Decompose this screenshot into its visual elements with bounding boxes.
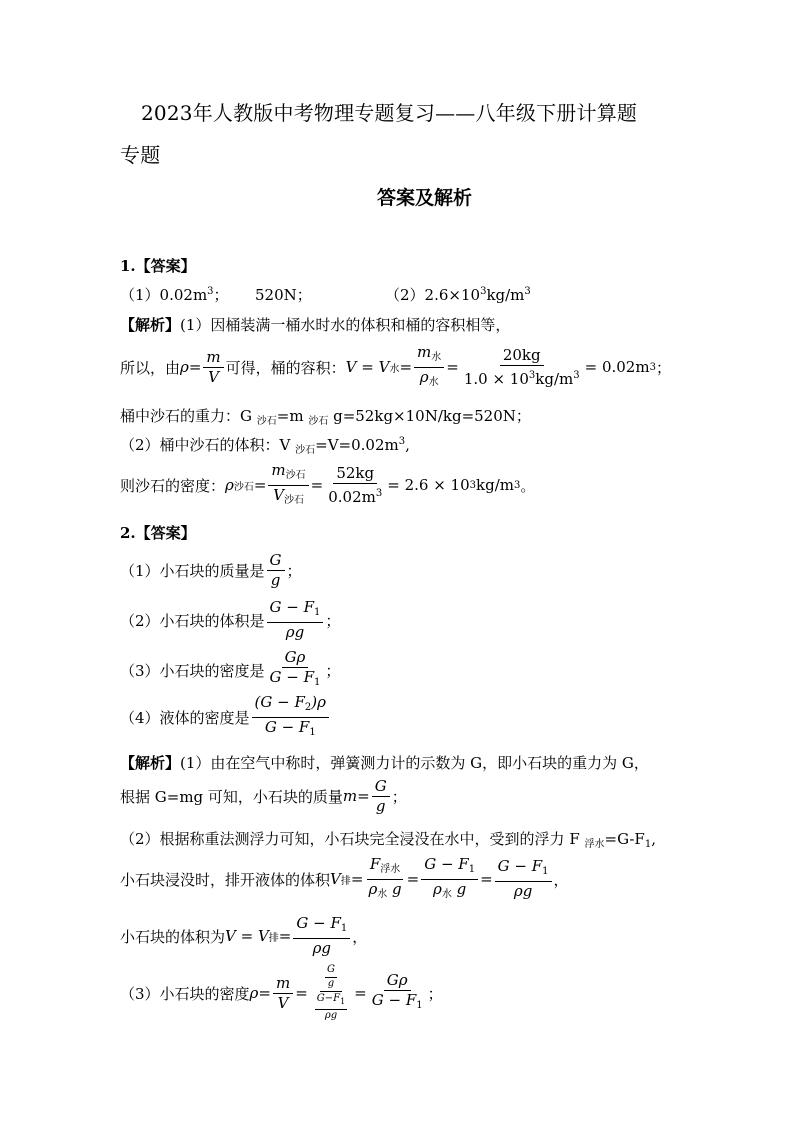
q2-answer-1: （1）小石块的质量是 $\frac{G}{g}$ ； xyxy=(120,550,302,589)
q2-answer-3: （3）小石块的密度是 $\frac{G\rho}{G - F_1}$ ； xyxy=(120,648,340,692)
q1-analysis-line1: 【解析】(1）因桶装满一桶水时水的体积和桶的容积相等， xyxy=(120,316,511,334)
fraction-G-over-g-small: $\frac{G}{g}$ xyxy=(326,964,335,989)
q2-analysis-line6: （3）小石块的密度 ρ = $\frac{m}{V}$ = $\frac{\frac{G}{g}}{\frac{G-F_1}{\rho g}}$ = $\frac{G\rho}{G - F_1}$ ； xyxy=(120,964,443,1021)
analysis-label: 【解析】 xyxy=(120,316,181,334)
q1-header: 1.【答案】 xyxy=(120,257,196,275)
fraction-52kg-over-volume: $\frac{52kg}{0.02m^3}$ xyxy=(328,463,383,506)
fraction-stone-volume: $\frac{G - F_1}{\rho g}$ xyxy=(293,915,350,957)
q2-analysis-line5: 小石块的体积为 V = V 排 = $\frac{G - F_1}{\rho g}$ ， xyxy=(120,914,368,957)
q1-answer-1: $(1)0.02m^3$； xyxy=(120,286,229,304)
fraction-m-over-V-2: $\frac{m}{V}$ xyxy=(273,975,293,1012)
fraction-nested-density xyxy=(310,964,352,1022)
analysis-label: 【解析】 xyxy=(120,754,181,772)
fraction-m-over-V: $\frac{m}{V}$ xyxy=(203,349,223,386)
q2-answer-2: （2）小石块的体积是 $\frac{G - F_1}{\rho g}$ ； xyxy=(120,598,341,641)
document-subtitle: 答案及解析 xyxy=(377,187,473,209)
q1-analysis-line3: 桶中沙石的重力：G $_{沙石}$=m $_{沙石}$ g=52kg×10N/kg=520N； xyxy=(120,407,531,427)
fraction-G-over-g-2: $\frac{G}{g}$ xyxy=(372,778,390,815)
q2-header: 2.【答案】 xyxy=(120,524,196,542)
fraction-liquid-density: $\frac{(G - F_2)\rho}{G - F_1}$ xyxy=(252,694,329,741)
q1-analysis-line2: 所以，由 ρ = $\frac{m}{V}$ 可得，桶的容积： V = V 水 = $\frac{m_水}{\rho_水}$ = $\frac{20kg}{1.0 \times 10^3kg/m^3}$ = 0.02m 3 ； xyxy=(120,342,671,392)
q2-analysis-line1: 【解析】(1）由在空气中称时，弹簧测力计的示数为 G，即小石块的重力为 G， xyxy=(120,754,649,772)
fraction-buoyancy-over-density: $\frac{F_{浮水}}{\rho_水 g}$ xyxy=(368,854,402,900)
q1-answer-2: $(2)2.6\times 10^3kg/m^3$ xyxy=(385,286,531,304)
fraction-volume: $\frac{G - F_1}{\rho g}$ xyxy=(267,599,324,641)
document-title-line1: 2023年人教版中考物理专题复习——八年级下册计算题 xyxy=(141,101,638,125)
q1-analysis-line5: 则沙石的密度： ρ 沙石 = $\frac{m_{沙石}}{V_{沙石}}$ = $\frac{52kg}{0.02m^3}$ = 2.6 × 10 3 kg/m 3 。 xyxy=(120,460,535,510)
q2-analysis-line2: 根据 G=mg 可知，小石块的质量 m = $\frac{G}{g}$ ； xyxy=(120,776,407,815)
q1-analysis-line4: （2）桶中沙石的体积：V $_{沙石}=V=0.02m^3$, xyxy=(120,436,410,456)
fraction-weight-diff-over-water: $\frac{G - F_1}{\rho_水 g}$ xyxy=(421,856,478,903)
fraction-stone-density-2: $\frac{G\rho}{G - F_1}$ xyxy=(371,971,423,1011)
fraction-m-water-over-rho-water: $\frac{m_水}{\rho_水}$ xyxy=(414,344,444,391)
fraction-m-over-V-sand: $\frac{m_{沙石}}{V_{沙石}}$ xyxy=(268,462,308,509)
q2-analysis-line4: 小石块浸没时，排开液体的体积 V 排 = $\frac{F_{浮水}}{\rho_水 g}$ = $\frac{G - F_1}{\rho_水 g}$ = $\frac{G - F_1}{\rho g}$ ， xyxy=(120,855,569,903)
fraction-stone-density: $\frac{G\rho}{G - F_1}$ xyxy=(269,648,321,688)
fraction-weight-diff-over-rho-g: $\frac{G - F_1}{\rho g}$ xyxy=(495,858,552,900)
fraction-volume-small: $\frac{G-F_1}{\rho g}$ xyxy=(316,993,346,1021)
fraction-G-over-g: $\frac{G}{g}$ xyxy=(267,552,285,589)
q2-answer-4: （4）液体的密度是 $\frac{(G - F_2)\rho}{G - F_1}$ xyxy=(120,695,331,739)
document-title-line2: 专题 xyxy=(120,143,161,167)
q1-answer-1b: 520N； xyxy=(255,286,312,304)
q2-analysis-line3: （2）根据称重法测浮力可知，小石块完全浸没在水中，受到的浮力 F $_{浮水}=G-F_1$, xyxy=(120,830,656,850)
fraction-20kg-over-density: $\frac{20kg}{1.0 \times 10^3kg/m^3}$ xyxy=(463,345,580,388)
